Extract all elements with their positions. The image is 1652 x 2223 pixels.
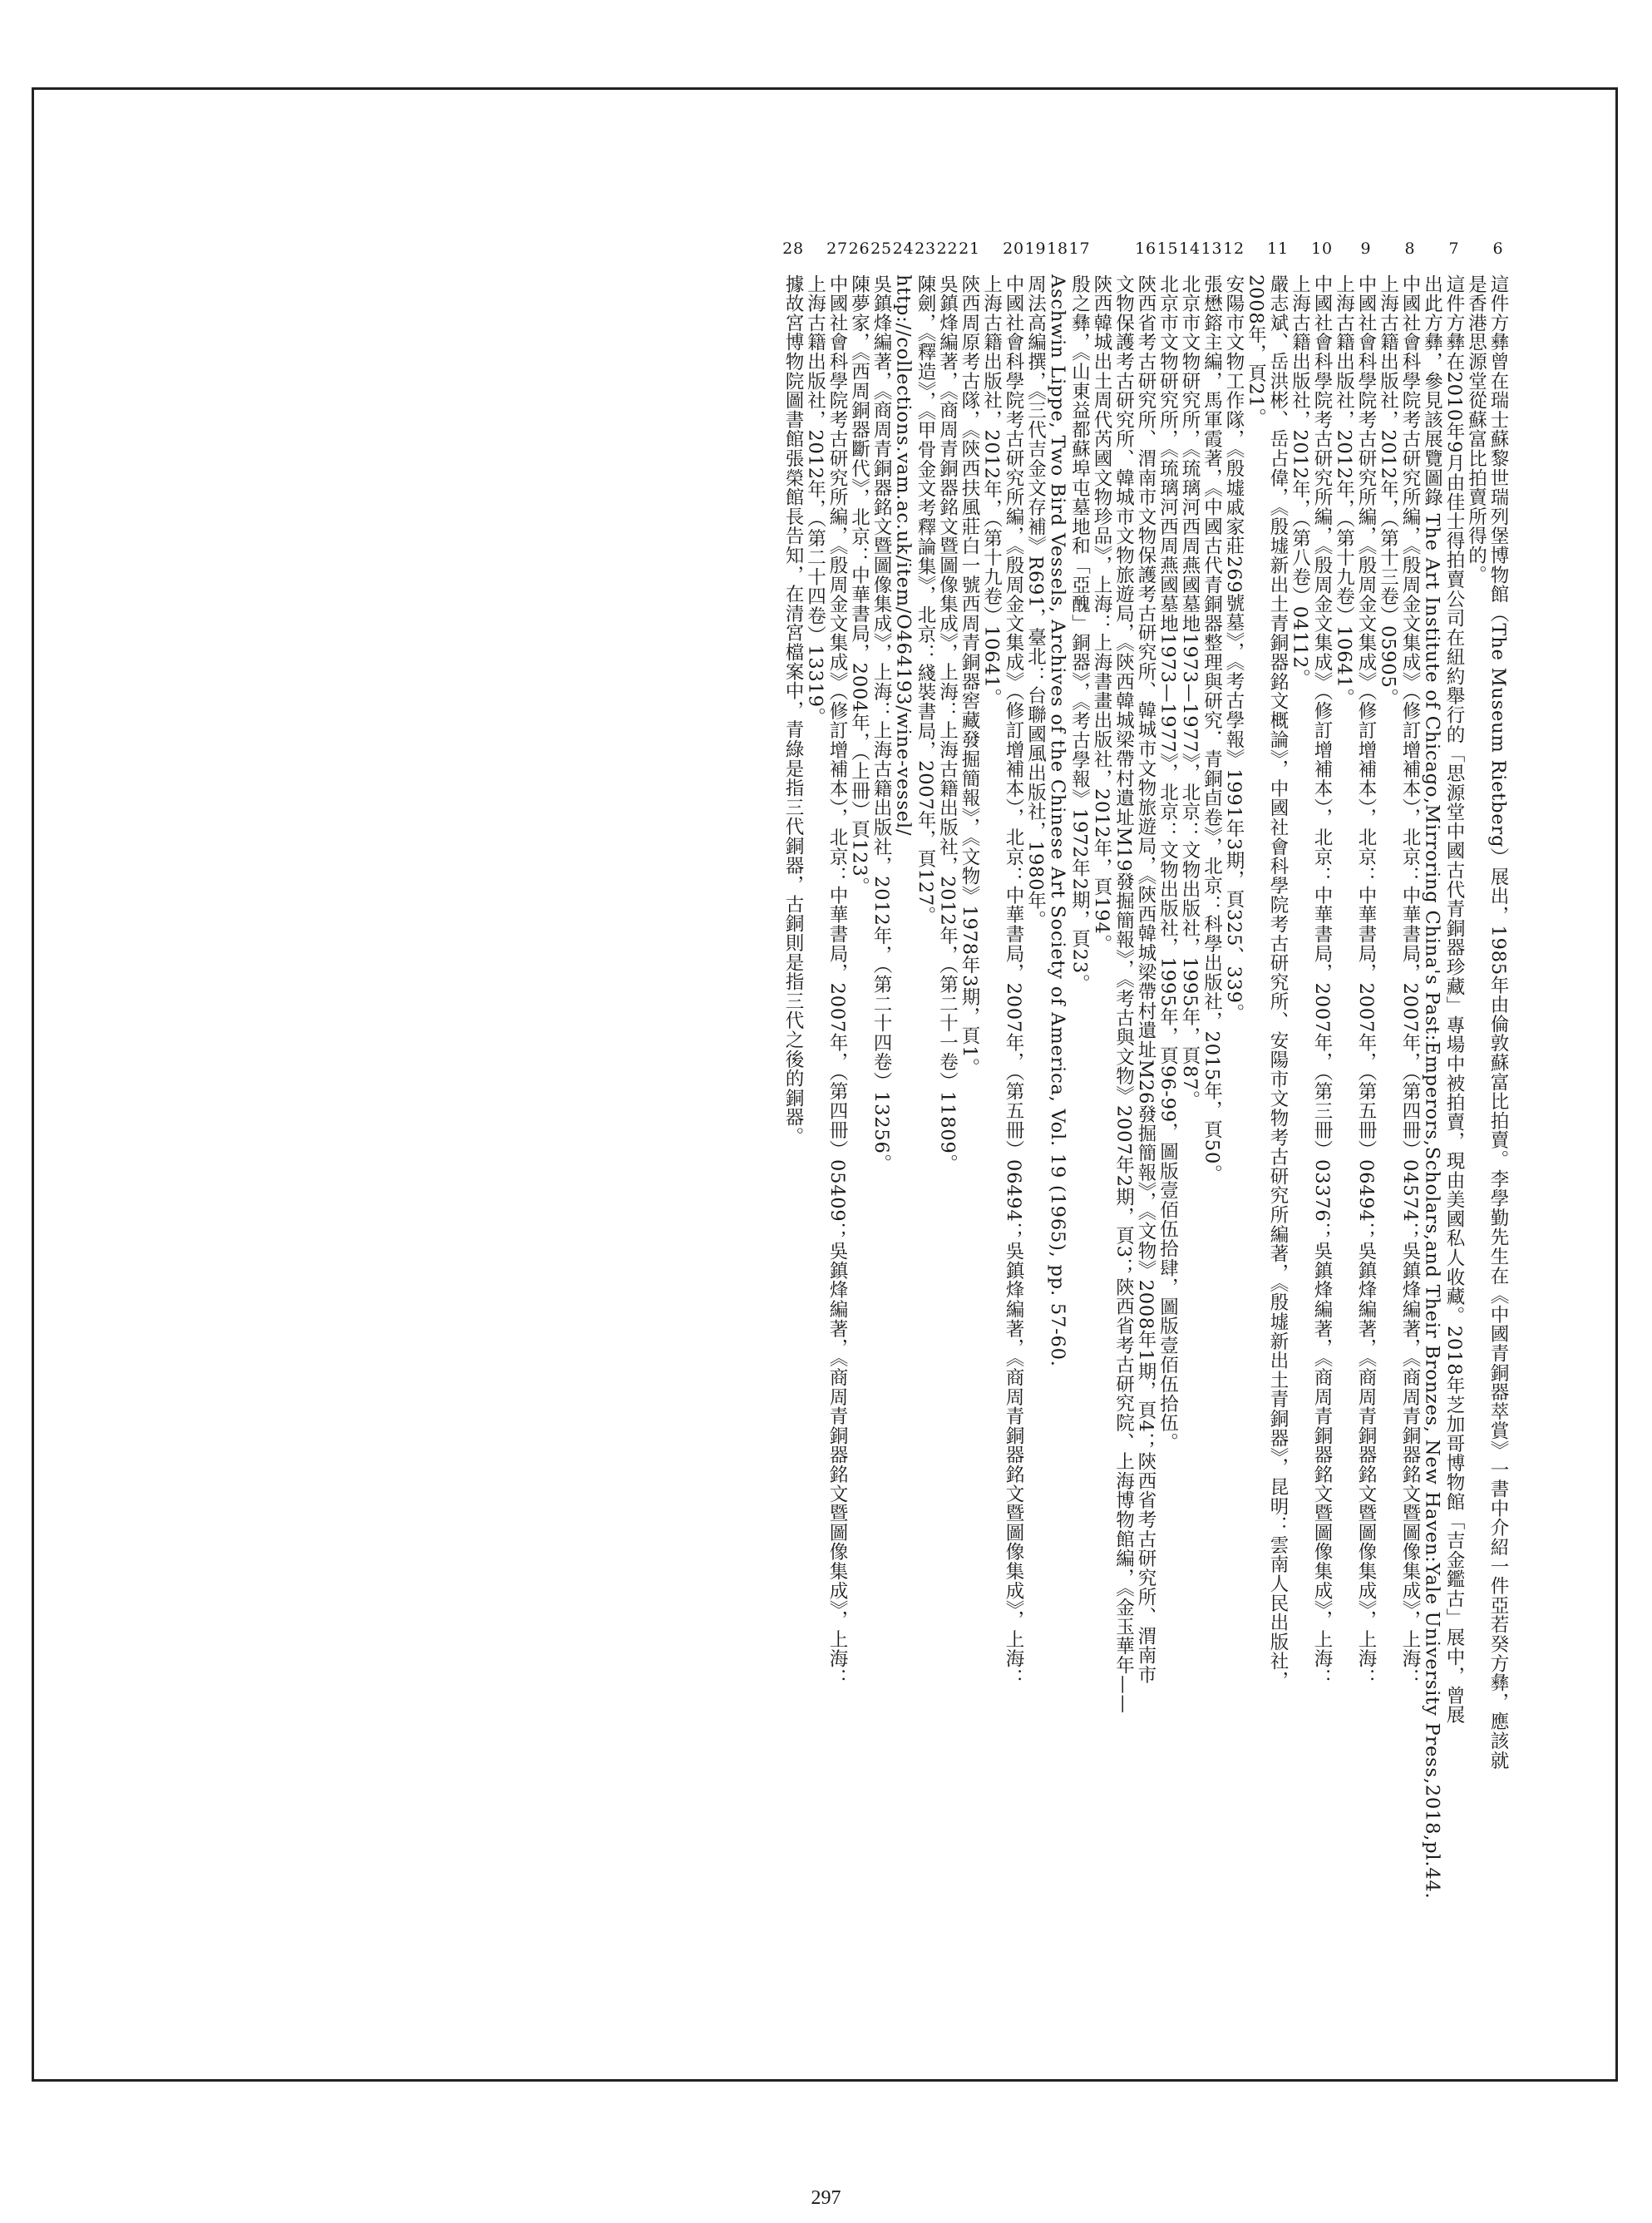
footnote-line: 2008年，頁21。 [1245, 274, 1267, 427]
footnote-number: 9 [1360, 240, 1372, 258]
footnote [804, 240, 848, 1971]
footnote-line: 中國社會科學院考古研究所編，《殷周金文集成》（修訂增補本），北京：中華書局，2007年，（第四冊）04574；吳鎮烽編著，《商周青銅器銘文暨圖像集成》，上海： [1399, 274, 1421, 1688]
footnote [1201, 240, 1223, 1971]
footnote [915, 240, 937, 1971]
footnote-line: 中國社會科學院考古研究所編，《殷周金文集成》（修訂增補本），北京：中華書局，2007年，（第四冊）05409；吳鎮烽編著，《商周青銅器銘文暨圖像集成》，上海： [826, 274, 848, 1688]
footnote-line: 吳鎮烽編著，《商周青銅器銘文暨圖像集成》，上海：上海古籍出版社，2012年，（第二十一卷）11809。 [936, 274, 959, 1173]
footnote [1245, 240, 1289, 1971]
footnote-line: 中國社會科學院考古研究所編，《殷周金文集成》（修訂增補本），北京：中華書局，2007年，（第五冊）06494；吳鎮烽編著，《商周青銅器銘文暨圖像集成》，上海： [1003, 274, 1024, 1688]
footnote [1333, 240, 1377, 1971]
footnote-number: 17 [1068, 240, 1091, 258]
footnote [1289, 240, 1333, 1971]
footnote-line: 上海古籍出版社，2012年，（第十九卷）10641。 [980, 274, 1003, 708]
footnote [848, 240, 870, 1971]
footnote-line: http://collections.vam.ac.uk/item/O464193/wine-vessel/ [892, 274, 915, 837]
footnote-line: 陳劍，《釋造》，《甲骨金文考釋論集》，北京：綫裝書局，2007年，頁127。 [915, 274, 936, 926]
footnote-number: 21 [959, 240, 980, 258]
footnote-number: 7 [1448, 240, 1460, 258]
footnote-line: 上海古籍出版社，2012年，（第二十四卷）13319。 [804, 274, 826, 728]
footnote [1465, 240, 1509, 1971]
footnote-line: 北京市文物研究所，《琉璃河西周燕國墓地1973—1977》，北京：文物出版社，1995年，頁87。 [1179, 274, 1201, 1110]
footnote-number: 25 [870, 240, 892, 258]
footnote-line: 上海古籍出版社，2012年，（第十三卷）05905。 [1377, 274, 1399, 708]
footnote-line: 吳鎮烽編著，《商周青銅器銘文暨圖像集成》，上海：上海古籍出版社，2012年，（第二十四卷）13256。 [870, 274, 892, 1173]
footnote [1068, 240, 1091, 1971]
footnote [1179, 240, 1201, 1971]
footnote [892, 240, 915, 1971]
footnote-number: 23 [915, 240, 936, 258]
footnote-number: 26 [848, 240, 870, 258]
footnote-number: 20 [1003, 240, 1024, 258]
footnote-number: 15 [1156, 240, 1179, 258]
footnote-line: 陝西省考古研究所、渭南市文物保護考古研究所、韓城市文物旅遊局，《陝西韓城梁帶村遺址M26發掘簡報》，《文物》2008年1期，頁4；陝西省考古研究所、渭南市 [1135, 274, 1156, 1685]
footnote-number: 12 [1223, 240, 1245, 258]
footnote [870, 240, 893, 1971]
footnote-number: 27 [826, 240, 848, 258]
footnote-line: 安陽市文物工作隊，《殷墟戚家莊269號墓》，《考古學報》1991年3期，頁325、339。 [1223, 274, 1245, 1024]
footnote-line: 中國社會科學院考古研究所編，《殷周金文集成》（修訂增補本），北京：中華書局，2007年，（第五冊）06494；吳鎮烽編著，《商周青銅器銘文暨圖像集成》，上海： [1355, 274, 1377, 1688]
footnote-line: 中國社會科學院考古研究所編，《殷周金文集成》（修訂增補本），北京：中華書局，2007年，（第三冊）03376；吳鎮烽編著，《商周青銅器銘文暨圖像集成》，上海： [1311, 274, 1333, 1688]
footnote-line: 張懋鎔主編，馬軍霞著，《中國古代青銅器整理與研究．青銅卣卷》，北京：科學出版社，2015年，頁50。 [1201, 274, 1223, 1184]
footnote-line: 上海古籍出版社，2012年，（第八卷）04112。 [1289, 274, 1311, 689]
footnote-number: 24 [892, 240, 915, 258]
footnote-line: 周法高編撰，《三代吉金文存補》R691，臺北：台聯國風出版社，1980年。 [1024, 274, 1047, 930]
footnote-line: 是香港思源堂從蘇富比拍賣所得的。 [1465, 274, 1487, 585]
footnote-line: 殷之彝，《山東益都蘇埠屯墓地和「亞醜」銅器》，《考古學報》1972年2期，頁23。 [1068, 274, 1091, 994]
footnote-line: Aschwin Lippe, Two Bird Vessels, Archives of the Chinese Art Society of America, Vol. 19 (1965), pp. 57-60. [1047, 274, 1068, 1367]
footnote [959, 240, 981, 1971]
footnote [782, 240, 805, 1971]
footnote-number: 22 [936, 240, 959, 258]
footnote [980, 240, 1024, 1971]
footnote [1047, 240, 1069, 1971]
footnote [936, 240, 959, 1971]
footnote-number: 14 [1179, 240, 1201, 258]
footnote [1377, 240, 1421, 1971]
footnote-line: 出此方彝，參見該展覽圖錄 The Art Institute of Chicago,Mirroring China's Past:Emperors,Scholars,and Their Bronzes, New Haven:Yale University Press,2018,pl.44. [1421, 274, 1443, 1899]
footnotes-block [224, 240, 1509, 1971]
page-number: 297 [811, 2187, 841, 2209]
footnote-number: 8 [1404, 240, 1416, 258]
footnote-number: 11 [1267, 240, 1289, 258]
footnote-line: 陳夢家，《西周銅器斷代》，北京：中華書局，2004年，（上冊）頁123。 [848, 274, 870, 897]
footnote [1223, 240, 1245, 1971]
footnote [1156, 240, 1179, 1971]
footnote-number: 16 [1135, 240, 1156, 258]
footnote-line: 這件方彝在2010年9月由佳士得拍賣公司在紐約舉行的「思源堂中國古代青銅器珍藏」專場中被拍賣，現由美國私人收藏。2018年芝加哥博物館「吉金鑑古」展中，曾展 [1443, 274, 1465, 1725]
footnote [1091, 240, 1157, 1971]
footnote-number: 6 [1492, 240, 1504, 258]
footnote-number: 13 [1201, 240, 1223, 258]
footnote-line: 文物保護考古研究所、韓城市文物旅遊局，《陝西韓城梁帶村遺址M19發掘簡報》，《考古與文物》2007年2期，頁3；陝西省考古研究院、上海博物館編，《金玉華年—— [1112, 274, 1135, 1714]
footnote-number: 18 [1047, 240, 1068, 258]
footnote-line: 嚴志斌、岳洪彬、岳占偉，《殷墟新出土青銅器銘文概論》，中國社會科學院考古研究所、安陽市文物考古研究所編著，《殷墟新出土青銅器》，昆明：雲南人民出版社， [1267, 274, 1289, 1691]
footnote [1024, 240, 1047, 1971]
footnote [1421, 240, 1465, 1971]
footnote-number: 19 [1024, 240, 1047, 258]
footnote-line: 據故宮博物院圖書館張榮館長告知，在清宮檔案中，青綠是指三代銅器，古銅則是指三代之後的銅器。 [782, 274, 804, 1147]
footnote-line: 這件方彝曾在瑞士蘇黎世瑞列堡博物館（The Museum Rietberg）展出，1985年由倫敦蘇富比拍賣。李學勤先生在《中國青銅器萃賞》一書中介紹一件亞若癸方彝，應該就 [1487, 274, 1509, 1771]
footnote-number: 28 [782, 240, 804, 258]
footnote-number: 10 [1311, 240, 1333, 258]
footnote-line: 陝西韓城出土周代芮國文物珍品》，上海：上海書畫出版社，2012年，頁194。 [1091, 274, 1112, 954]
footnote-line: 北京市文物研究所，《琉璃河西周燕國墓地1973—1977》，北京：文物出版社，1995年，頁96-99，圖版壹佰伍拾肆，圖版壹佰伍拾伍。 [1156, 274, 1179, 1453]
footnote-line: 陝西周原考古隊，《陝西扶風莊白一號西周青銅器窖藏發掘簡報》，《文物》1978年3期，頁1。 [959, 274, 980, 1078]
footnote-line: 上海古籍出版社，2012年，（第十九卷）10641。 [1333, 274, 1355, 708]
